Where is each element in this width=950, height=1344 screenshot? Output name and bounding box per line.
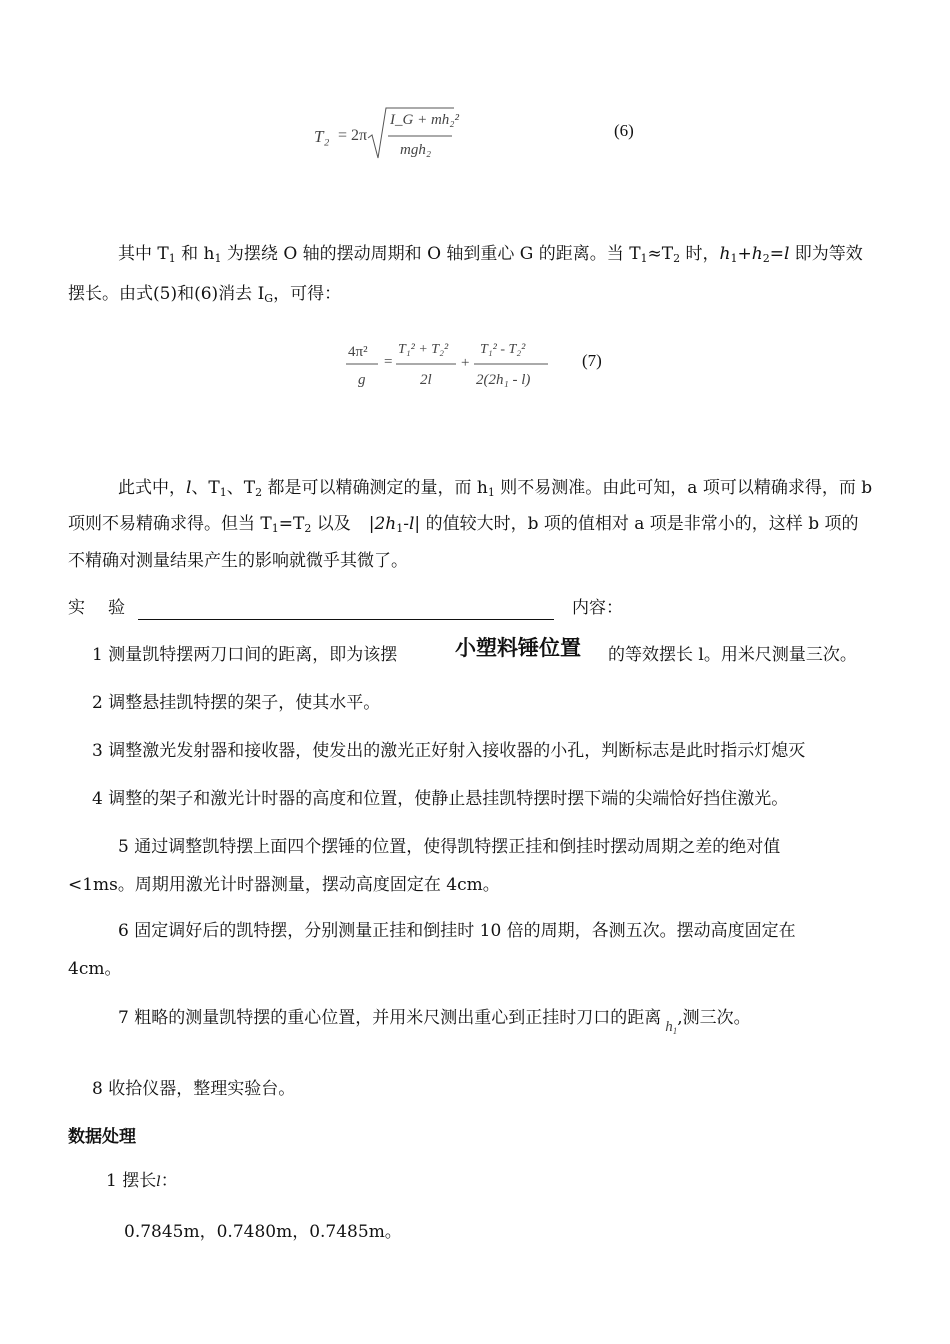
text: 其中 T [118,244,169,264]
text: ，可得： [273,284,342,304]
eq7-term1-den: 2l [420,372,432,388]
eq6-number: (6) [614,121,634,140]
text: 以及 [311,514,351,534]
text: 即为等效 [789,244,863,264]
data-processing-heading: 数据处理 [68,1127,136,1147]
subscript: 1 [214,252,222,265]
step-6-line2: 4cm。 [68,959,122,979]
text: 时， [680,244,720,264]
text: 则不易测准。由此可知，a 项可以精确求得，而 b [494,478,873,498]
subscript: G [264,292,274,305]
step-7 [118,1008,751,1036]
data-values: 0.7845m，0.7480m，0.7485m。 [124,1222,402,1242]
experiment-label-2: 验 [108,598,125,618]
eq7-plus: + [461,355,470,371]
math-var: =l [769,244,790,264]
eq6-lhs: T₂ [314,127,330,146]
text: 此式中， [118,478,186,498]
experiment-label-3: 内容： [572,598,623,618]
para2-line3: 不精确对测量结果产生的影响就微乎其微了。 [68,551,408,571]
para1-line2 [68,286,341,307]
math-var: h [719,244,731,264]
experiment-label-1: 实 [68,598,85,618]
math-var: |2h [368,514,397,534]
math-var: h [665,1019,673,1035]
step-1-highlight: 小塑料锤位置 [455,636,581,660]
subscript: 1 [672,1026,678,1036]
text: ≈T [647,244,674,264]
fraction-bars [340,338,560,398]
subscript: 1 [271,522,279,535]
text: 和 h [175,244,215,264]
subscript: 1 [219,486,227,499]
step-1-text-a: 1 测量凯特摆两刀口间的距离，即为该摆 [92,645,398,665]
step-2: 2 调整悬挂凯特摆的架子，使其水平。 [92,693,381,713]
para2-line1 [118,480,872,501]
subscript: 2 [255,486,263,499]
subscript: 2 [762,252,770,265]
text: 为摆绕 O 轴的摆动周期和 O 轴到重心 G 的距离。当 T [221,244,641,264]
step-1-text-b: 的等效摆长 l。用米尺测量三次。 [608,645,857,665]
equation-6 [312,100,512,170]
subscript: 1 [396,522,404,535]
text: 1 摆长 [106,1171,157,1191]
text: + [737,244,752,264]
text: 都是可以精确测定的量，而 h [262,478,488,498]
text: 、T [191,478,220,498]
math-var: l [156,1174,161,1190]
text: 7 粗略的测量凯特摆的重心位置，并用米尺测出重心到正挂时刀口的距离 [118,1008,662,1028]
eq7-term2-den: 2(2h₁ - l) [476,372,531,388]
equation-7 [340,338,560,398]
subscript: 1 [640,252,648,265]
step-8: 8 收拾仪器，整理实验台。 [92,1079,296,1099]
para2-line2 [68,516,859,537]
text: 摆长。由式(5)和(6)消去 I [68,284,265,304]
text: 、T [226,478,256,498]
text: ： [160,1171,178,1191]
text: 项则不易精确求得。但当 T [68,514,272,534]
text: ,测三次。 [677,1008,751,1028]
eq7-term1-num: T₁² + T₂² [398,342,449,357]
text: 的值较大时，b 项的值相对 a 项是非常小的，这样 b 项的 [420,514,859,534]
underline-blank [138,619,554,620]
subscript: 2 [673,252,681,265]
text: =T [278,514,305,534]
eq6-denominator: mgh₂ [400,142,432,158]
eq7-term2-num: T₁² - T₂² [480,342,526,357]
para1-line1 [118,246,863,267]
subscript: 2 [304,522,312,535]
step-5-line2: <1ms。周期用激光计时器测量，摆动高度固定在 4cm。 [68,875,500,895]
math-var: l [186,478,192,498]
math-var: h [751,244,763,264]
math-var: -l| [403,514,421,534]
eq6-numerator: I_G + mh₂² [390,112,459,128]
data-item-1 [106,1173,178,1191]
subscript: 1 [730,252,738,265]
eq7-number: (7) [582,351,602,370]
step-5-line1: 5 通过调整凯特摆上面四个摆锤的位置，使得凯特摆正挂和倒挂时摆动周期之差的绝对值 [118,837,781,857]
subscript: 1 [168,252,176,265]
step-4: 4 调整的架子和激光计时器的高度和位置，使静止悬挂凯特摆时摆下端的尖端恰好挡住激光。 [92,789,789,809]
eq7-equals: = [384,354,393,370]
eq6-rhs-prefix: = 2π [338,127,368,144]
step-3: 3 调整激光发射器和接收器，使发出的激光正好射入接收器的小孔，判断标志是此时指示灯熄灭 [92,741,806,761]
eq7-lhs-den: g [358,372,366,388]
step-6-line1: 6 固定调好后的凯特摆，分别测量正挂和倒挂时 10 倍的周期，各测五次。摆动高度固定在 [118,921,796,941]
eq7-lhs-num: 4π² [348,344,368,360]
subscript: 1 [487,486,495,499]
